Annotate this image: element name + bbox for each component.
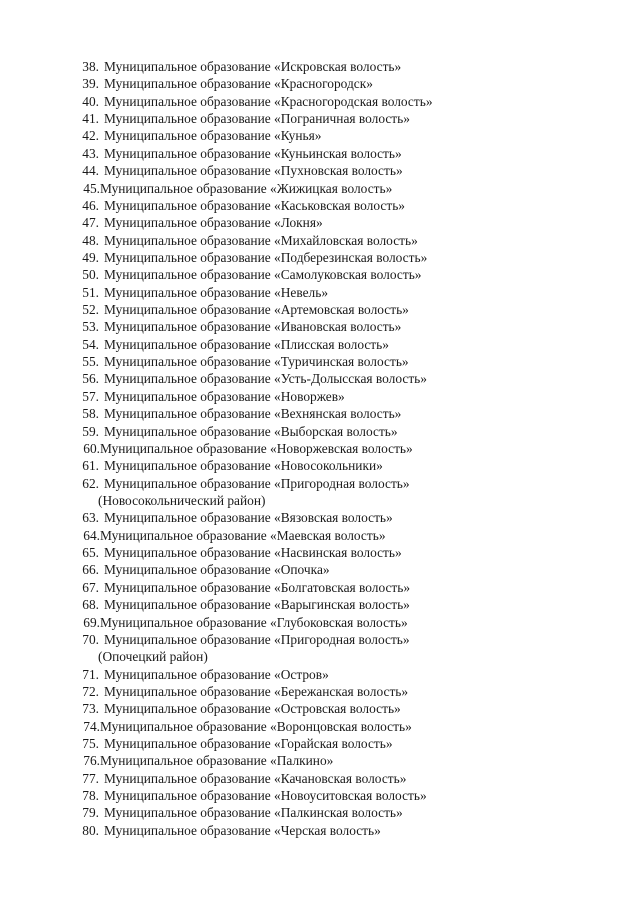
item-number: 48. xyxy=(82,232,99,248)
item-text: Муниципальное образование «Качановская волость» xyxy=(104,770,407,786)
list-item xyxy=(0,58,640,75)
item-number: 76. xyxy=(83,753,100,769)
list-item xyxy=(0,440,640,457)
list-item xyxy=(0,475,640,510)
list-item xyxy=(0,787,640,804)
item-text: Муниципальное образование «Невель» xyxy=(104,284,329,300)
item-number: 73. xyxy=(82,701,99,717)
item-text: Муниципальное образование «Локня» xyxy=(104,215,323,231)
item-text: Муниципальное образование «Подберезинская волость» xyxy=(104,249,428,265)
item-number: 77. xyxy=(82,770,99,786)
list-item xyxy=(0,457,640,474)
item-text: Муниципальное образование «Кунья» xyxy=(104,128,322,144)
item-number: 65. xyxy=(82,545,99,561)
item-text: Муниципальное образование «Насвинская волость» xyxy=(104,545,402,561)
list-item xyxy=(0,405,640,422)
item-text: Муниципальное образование «Болгатовская волость» xyxy=(104,579,411,595)
list-item xyxy=(0,266,640,283)
item-number: 59. xyxy=(82,423,99,439)
item-number: 80. xyxy=(82,822,99,838)
list-item xyxy=(0,509,640,526)
item-text: Муниципальное образование «Ивановская волость» xyxy=(104,319,402,335)
item-text: Муниципальное образование «Пухновская волость» xyxy=(104,163,403,179)
list-item xyxy=(0,735,640,752)
list-item xyxy=(0,93,640,110)
item-text: Муниципальное образование «Пригородная волость» xyxy=(104,475,410,491)
list-item xyxy=(0,804,640,821)
item-text: Муниципальное образование «Вехнянская волость» xyxy=(104,406,402,422)
item-number: 52. xyxy=(82,302,99,318)
item-text: Муниципальное образование «Искровская волость» xyxy=(104,59,402,74)
item-number: 45. xyxy=(83,180,100,196)
item-number: 39. xyxy=(82,76,99,92)
item-number: 53. xyxy=(82,319,99,335)
list-item xyxy=(0,249,640,266)
item-number: 66. xyxy=(82,562,99,578)
item-number: 56. xyxy=(82,371,99,387)
item-text: Муниципальное образование «Самолуковская волость» xyxy=(104,267,422,283)
item-number: 78. xyxy=(82,788,99,804)
list-item xyxy=(0,614,640,631)
item-number: 49. xyxy=(82,249,99,265)
item-number: 43. xyxy=(82,145,99,161)
item-number: 42. xyxy=(82,128,99,144)
municipality-list xyxy=(0,58,640,839)
item-text: Муниципальное образование «Варыгинская волость» xyxy=(104,597,410,613)
item-text: Муниципальное образование «Глубоковская волость» xyxy=(100,614,408,630)
item-text: Муниципальное образование «Островская волость» xyxy=(104,701,401,717)
item-text: Муниципальное образование «Воронцовская волость» xyxy=(100,718,412,734)
item-text: Муниципальное образование «Выборская волость» xyxy=(104,423,398,439)
item-text: Муниципальное образование «Плисская волость» xyxy=(104,336,389,352)
list-item xyxy=(0,301,640,318)
item-number: 64. xyxy=(83,527,100,543)
item-text: Муниципальное образование «Пограничная волость» xyxy=(104,111,410,127)
item-text: Муниципальное образование «Каськовская волость» xyxy=(104,197,405,213)
item-text: Муниципальное образование «Пригородная волость» xyxy=(104,631,410,647)
item-number: 71. xyxy=(82,666,99,682)
item-text: Муниципальное образование «Артемовская волость» xyxy=(104,302,409,318)
list-item xyxy=(0,388,640,405)
list-item xyxy=(0,544,640,561)
item-text: Муниципальное образование «Новоуситовская волость» xyxy=(104,788,427,804)
list-item xyxy=(0,353,640,370)
item-text: Муниципальное образование «Усть-Долысская волость» xyxy=(104,371,427,387)
item-text: Муниципальное образование «Новоржевская волость» xyxy=(100,440,413,456)
item-number: 68. xyxy=(82,597,99,613)
list-item xyxy=(0,284,640,301)
item-text: Муниципальное образование «Красногородская волость» xyxy=(104,93,433,109)
item-text: Муниципальное образование «Туричинская волость» xyxy=(104,354,409,370)
list-item xyxy=(0,700,640,717)
list-item xyxy=(0,145,640,162)
list-item xyxy=(0,318,640,335)
item-number: 67. xyxy=(82,579,99,595)
item-number: 44. xyxy=(82,163,99,179)
item-text: Муниципальное образование «Бережанская волость» xyxy=(104,683,409,699)
item-number: 70. xyxy=(82,631,99,647)
list-item xyxy=(0,110,640,127)
list-item xyxy=(0,423,640,440)
list-item xyxy=(0,197,640,214)
item-number: 57. xyxy=(82,388,99,404)
list-item xyxy=(0,127,640,144)
list-item xyxy=(0,666,640,683)
list-item xyxy=(0,752,640,769)
item-text-continuation: (Опочецкий район) xyxy=(98,649,208,665)
item-number: 79. xyxy=(82,805,99,821)
list-item xyxy=(0,718,640,735)
item-text: Муниципальное образование «Куньинская волость» xyxy=(104,145,402,161)
list-item xyxy=(0,631,640,666)
list-item xyxy=(0,596,640,613)
list-item xyxy=(0,75,640,92)
item-text-continuation: (Новосокольнический район) xyxy=(98,492,266,508)
item-text: Муниципальное образование «Маевская волость» xyxy=(100,527,386,543)
list-item xyxy=(0,232,640,249)
item-number: 38. xyxy=(82,59,99,74)
item-number: 75. xyxy=(82,736,99,752)
item-text: Муниципальное образование «Красногородск» xyxy=(104,76,373,92)
list-item xyxy=(0,822,640,839)
item-text: Муниципальное образование «Жижицкая волость» xyxy=(100,180,393,196)
item-number: 69. xyxy=(83,614,100,630)
item-number: 41. xyxy=(82,111,99,127)
item-text: Муниципальное образование «Палкинская волость» xyxy=(104,805,403,821)
list-item xyxy=(0,561,640,578)
item-number: 58. xyxy=(82,406,99,422)
item-text: Муниципальное образование «Новоржев» xyxy=(104,388,345,404)
item-number: 55. xyxy=(82,354,99,370)
list-item xyxy=(0,180,640,197)
list-item xyxy=(0,214,640,231)
list-item xyxy=(0,370,640,387)
item-text: Муниципальное образование «Опочка» xyxy=(104,562,330,578)
item-text: Муниципальное образование «Остров» xyxy=(104,666,329,682)
item-number: 40. xyxy=(82,93,99,109)
item-number: 50. xyxy=(82,267,99,283)
item-number: 72. xyxy=(82,683,99,699)
list-item xyxy=(0,770,640,787)
item-text: Муниципальное образование «Черская волость» xyxy=(104,822,381,838)
item-number: 74. xyxy=(83,718,100,734)
list-item xyxy=(0,683,640,700)
list-item xyxy=(0,527,640,544)
item-number: 60. xyxy=(83,440,100,456)
list-item xyxy=(0,336,640,353)
item-number: 47. xyxy=(82,215,99,231)
list-item xyxy=(0,579,640,596)
item-text: Муниципальное образование «Горайская волость» xyxy=(104,736,393,752)
item-number: 61. xyxy=(82,458,99,474)
item-text: Муниципальное образование «Михайловская волость» xyxy=(104,232,418,248)
item-number: 46. xyxy=(82,197,99,213)
item-number: 51. xyxy=(82,284,99,300)
list-item xyxy=(0,162,640,179)
item-number: 62. xyxy=(82,475,99,491)
item-text: Муниципальное образование «Вязовская волость» xyxy=(104,510,393,526)
item-text: Муниципальное образование «Новосокольники» xyxy=(104,458,383,474)
item-number: 63. xyxy=(82,510,99,526)
item-text: Муниципальное образование «Палкино» xyxy=(100,753,334,769)
item-number: 54. xyxy=(82,336,99,352)
